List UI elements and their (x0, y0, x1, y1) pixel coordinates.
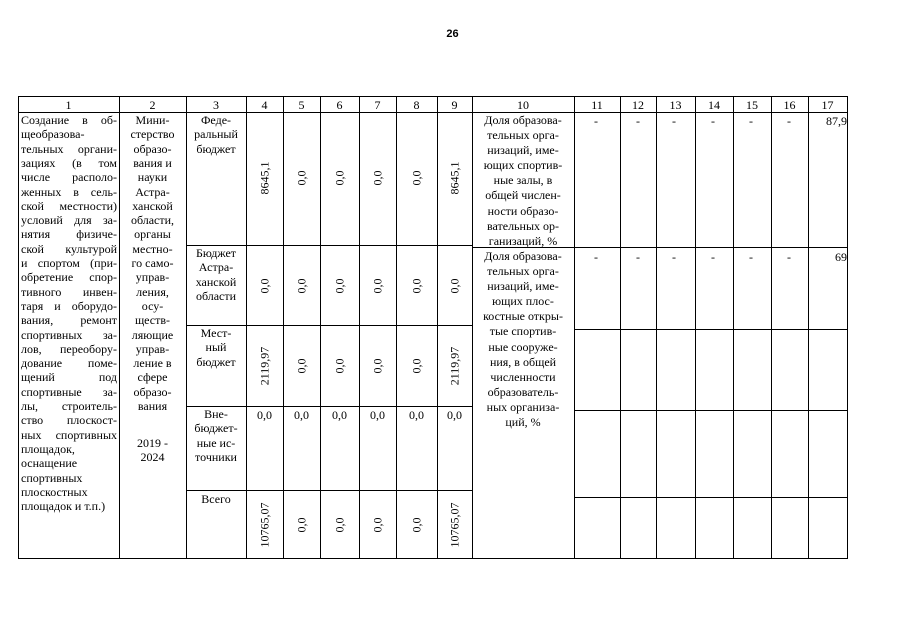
indicator-value: - (711, 250, 715, 264)
grid-line (656, 96, 657, 559)
indicator-value: 87,9 (826, 114, 847, 128)
measure-description-line: лов, переобору- (21, 341, 117, 356)
grid-line (186, 490, 473, 491)
funding-value: 0,0 (332, 170, 346, 186)
page-number: 26 (446, 28, 459, 40)
executor-line: Мини- (135, 113, 170, 127)
executor-line: вания (137, 399, 168, 413)
measure-description-line: щеобразова- (21, 127, 85, 142)
measure-description-line: щений под (21, 370, 117, 385)
measure-description-line: условий для за- (21, 213, 117, 228)
indicator-value: - (787, 114, 791, 128)
funding-value: 0,0 (370, 358, 384, 374)
executor-line: местно- (132, 241, 173, 256)
grid-line (18, 96, 848, 97)
executor-line: Астра- (135, 184, 170, 199)
funding-value: 0,0 (332, 408, 347, 422)
funding-source: Феде- ральный бюджет (194, 113, 238, 156)
funding-value: 0,0 (332, 358, 346, 374)
funding-value: 0,0 (370, 278, 384, 294)
funding-value: 8645,1 (447, 161, 461, 195)
measure-description-line: ской культурой (21, 241, 117, 256)
measure-description-line: спортивных за- (21, 327, 117, 342)
executor-line: ление в (133, 356, 172, 371)
column-header: 12 (632, 98, 644, 112)
grid-line (574, 96, 575, 559)
funding-value: 0,0 (370, 517, 384, 533)
grid-line (808, 96, 809, 559)
measure-description-line: оснащение (21, 456, 78, 471)
measure-description-line: обретение спор- (21, 270, 117, 285)
measure-description-line: тельных органи- (21, 141, 117, 156)
indicator-name: Доля образова- тельных орга- низаций, име- ющих спортив- ные залы, в общей числен- ности образо- вательных ор- ганизаций, % (483, 113, 563, 248)
grid-line (574, 247, 848, 248)
executor-line: управ- (135, 341, 170, 356)
measure-description-line: вания, ремонт (21, 313, 117, 328)
executor-line: стерство (130, 127, 175, 142)
measure-description-line: зациях (в том (21, 155, 117, 170)
funding-value: 0,0 (332, 517, 346, 533)
column-header: 14 (708, 98, 720, 112)
funding-source: Мест- ный бюджет (196, 326, 236, 369)
column-header: 3 (213, 98, 219, 112)
executor-line: науки (137, 170, 168, 185)
executor-line: органы (134, 227, 171, 242)
grid-line (733, 96, 734, 559)
indicator-value: - (636, 114, 640, 128)
funding-value: 0,0 (447, 278, 461, 294)
funding-value: 0,0 (294, 170, 308, 186)
executor-line: управ- (135, 270, 170, 285)
funding-value: 0,0 (370, 170, 384, 186)
grid-line (620, 96, 621, 559)
executor-line: вания и (133, 155, 172, 170)
measure-description-line: нятия физиче- (21, 227, 117, 242)
funding-value: 0,0 (294, 408, 309, 422)
executor-line: области, (130, 213, 175, 228)
funding-source: Всего (201, 492, 231, 506)
measure-description-line: спортивных (21, 470, 83, 485)
measure-description-line: дование поме- (21, 356, 117, 371)
column-header: 13 (669, 98, 682, 112)
indicator-value: - (636, 250, 640, 264)
grid-line (847, 96, 848, 559)
funding-source: Вне- бюджет- ные ис- точники (194, 407, 238, 464)
column-header: 1 (65, 98, 72, 112)
measure-description-line: ных спортивных (21, 427, 117, 442)
indicator-value: - (749, 114, 753, 128)
funding-value: 0,0 (370, 408, 385, 422)
funding-value: 8645,1 (257, 161, 271, 195)
executor-line: ления, (136, 284, 169, 299)
indicator-value: - (672, 250, 676, 264)
grid-line (695, 96, 696, 559)
measure-description-line: спортивные за- (21, 384, 117, 399)
funding-source: Бюджет Астра- ханской области (195, 246, 237, 303)
executor-line: ляющие (131, 327, 174, 342)
indicator-value: - (787, 250, 791, 264)
grid-line (771, 96, 772, 559)
funding-value: 0,0 (447, 408, 462, 422)
grid-line (574, 329, 848, 330)
funding-value: 0,0 (332, 278, 346, 294)
executor-line: го само- (131, 256, 174, 270)
indicator-value: 69 (835, 250, 847, 264)
funding-value: 0,0 (409, 170, 423, 186)
funding-value: 10765,07 (257, 502, 271, 548)
measure-description-line: ство плоскост- (21, 413, 117, 428)
measure-description-line: ской местности) (21, 198, 117, 213)
executor-line: ществ- (134, 313, 171, 328)
measure-description-line: Создание в об- (21, 113, 117, 127)
funding-value: 2119,97 (257, 346, 271, 386)
measure-description-line: площадок, (21, 441, 75, 456)
executor-line: осу- (141, 298, 164, 313)
executor-line: образо- (133, 141, 172, 156)
measure-description-line: женных в сель- (21, 184, 117, 199)
funding-value: 2119,97 (447, 346, 461, 386)
measure-description-line: лы, строитель- (21, 399, 117, 413)
column-header: 16 (783, 98, 796, 112)
grid-line (18, 558, 848, 559)
funding-value: 0,0 (294, 278, 308, 294)
measure-description-line: тивного инвен- (21, 284, 117, 299)
grid-line (574, 497, 848, 498)
funding-value: 0,0 (257, 408, 272, 422)
executor-line: ханской (132, 198, 173, 213)
column-header: 6 (336, 98, 343, 112)
executor-line: сфере (137, 370, 168, 385)
indicator-value: - (594, 250, 598, 264)
measure-description-line: числе располо- (21, 170, 117, 185)
implementation-period: 2019 - 2024 (137, 436, 168, 465)
funding-value: 0,0 (294, 358, 308, 374)
measure-description-line: и спортом (при- (21, 256, 117, 270)
indicator-name: Доля образова- тельных орга- низаций, име- ющих плос- костные откры- тые спортив- ные сооруже- ния, в общей численности образователь- ных организа- ций, % (483, 249, 563, 430)
grid-line (574, 410, 848, 411)
funding-value: 0,0 (294, 517, 308, 533)
column-header: 2 (149, 98, 156, 112)
column-header: 4 (261, 98, 268, 112)
measure-description-line: таря и оборудо- (21, 298, 117, 313)
column-header: 17 (821, 98, 834, 112)
measure-description-line: площадок и т.п.) (21, 499, 106, 514)
executor-line: образо- (133, 384, 172, 399)
indicator-value: - (749, 250, 753, 264)
indicator-value: - (594, 114, 598, 128)
indicator-value: - (672, 114, 676, 128)
column-header: 9 (451, 98, 458, 112)
funding-value: 0,0 (409, 517, 423, 533)
funding-value: 0,0 (409, 358, 423, 374)
column-header: 8 (413, 98, 420, 112)
funding-value: 0,0 (409, 408, 424, 422)
funding-value: 0,0 (257, 278, 271, 294)
column-header: 5 (298, 98, 305, 112)
grid-line (18, 96, 19, 559)
column-header: 10 (517, 98, 529, 112)
measure-description-line: плоскостных (21, 484, 88, 499)
column-header: 15 (746, 98, 758, 112)
column-header: 7 (374, 98, 381, 112)
column-header: 11 (591, 98, 603, 112)
funding-value: 10765,07 (447, 502, 461, 548)
funding-value: 0,0 (409, 278, 423, 294)
indicator-value: - (711, 114, 715, 128)
